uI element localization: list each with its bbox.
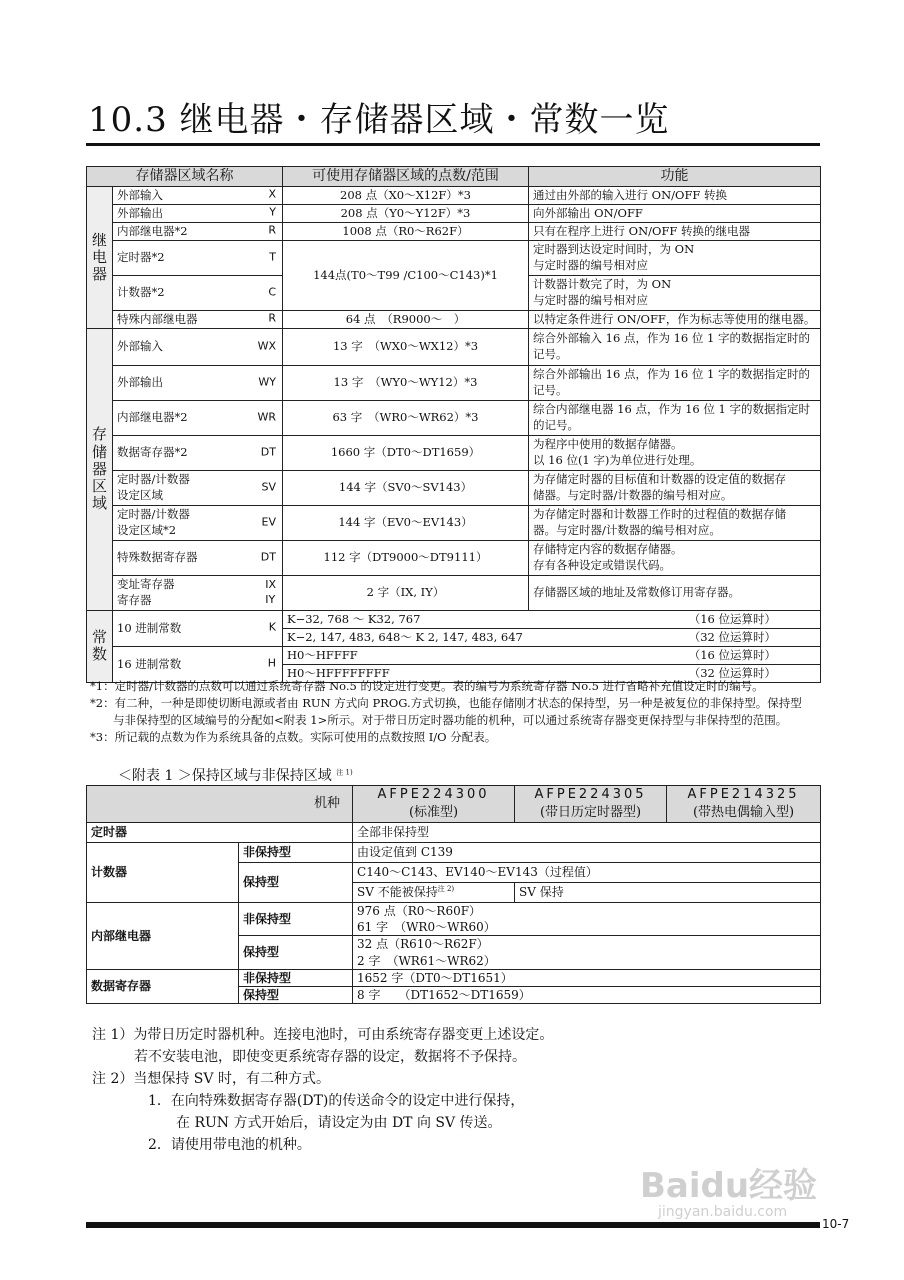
area-name-cell: [113, 365, 283, 400]
dt-non-hold-label: 非保持型: [239, 969, 353, 986]
model-code: AFPE224305: [534, 787, 647, 803]
constant-note: （16 位运算时）: [688, 647, 776, 662]
area-name: 特殊内部继电器: [117, 311, 198, 326]
note-line: 在 RUN 方式开始后，请设定为由 DT 向 SV 传送。: [92, 1115, 502, 1131]
table-row: [87, 400, 821, 435]
table-row: [87, 470, 821, 505]
function-cell: 向外部输出 ON/OFF: [529, 204, 821, 222]
watermark-url: jingyan.baidu.com: [658, 1204, 788, 1220]
function-cell: 通过由外部的输入进行 ON/OFF 转换: [529, 186, 821, 204]
counter-hold-value: C140～C143、EV140～EV143（过程值）: [353, 863, 821, 883]
area-name-cell: [113, 400, 283, 435]
area-code: R: [268, 223, 276, 237]
area-code: WR: [257, 410, 276, 424]
constant-code: H: [267, 656, 276, 670]
constant-range-cell: [283, 610, 821, 628]
counter-non-hold-value: 由设定值到 C139: [353, 843, 821, 863]
constant-row: [87, 646, 821, 664]
model-column: [515, 786, 667, 823]
range-cell: 208 点（X0～X12F）*3: [283, 186, 529, 204]
note-line: 注 1）为带日历定时器机种。连接电池时，可由系统寄存器变更上述设定。: [92, 1027, 554, 1043]
header-area-name: 存储器区域名称: [87, 167, 283, 187]
area-code: C: [268, 285, 276, 299]
area-code: R: [268, 311, 276, 325]
constant-code: K: [268, 620, 276, 634]
area-name: 内部继电器*2: [117, 410, 188, 425]
table-row: [87, 435, 821, 470]
table-row: [87, 365, 821, 400]
note-line: 注 2）当想保持 SV 时，有二种方式。: [92, 1071, 330, 1087]
area-name-cell: [113, 328, 283, 365]
value-line: 976 点（R0～R60F）: [357, 904, 482, 918]
relay-hold-label: 保持型: [239, 936, 353, 969]
area-name: 外部输入: [117, 339, 163, 354]
area-name-cell: [113, 575, 283, 610]
table-row: [87, 186, 821, 204]
area-name-cell: [113, 204, 283, 222]
relay-label: 内部继电器: [87, 903, 239, 970]
model-type: (带热电偶输入型): [692, 805, 795, 820]
function-cell: 以特定条件进行 ON/OFF，作为标志等使用的继电器。: [529, 310, 821, 328]
constant-line: [287, 648, 816, 664]
sv-held: SV 保持: [515, 883, 821, 903]
appendix-title-note: 注 1): [336, 768, 353, 777]
table-row: [87, 575, 821, 610]
memory-area-table: [86, 166, 821, 683]
range-cell: 2 字（IX, IY）: [283, 575, 529, 610]
note-line: 2．请使用带电池的机种。: [92, 1137, 311, 1153]
counter-non-hold-label: 非保持型: [239, 843, 353, 863]
constant-name: 10 进制常数: [117, 620, 182, 635]
model-type: (标准型): [408, 805, 459, 820]
range-cell: 208 点（Y0～Y12F）*3: [283, 204, 529, 222]
relay-non-hold-row: [87, 903, 821, 936]
area-name-cell: [113, 222, 283, 240]
note-line: 1．在向特殊数据寄存器(DT)的传送命令的设定中进行保持，: [92, 1093, 525, 1109]
range-cell: 144点(T0～T99 /C100～C143)*1: [283, 240, 529, 310]
value-line: 2 字 （WR61～WR62）: [357, 953, 496, 968]
function-cell: 计数器计数完了时，为 ON 与定时器的编号相对应: [529, 275, 821, 310]
constant-name-cell: [113, 610, 283, 646]
function-cell: 综合外部输入 16 点，作为 16 位 1 字的数据指定时的 记号。: [529, 328, 821, 365]
header-model-label: 机种: [87, 786, 353, 823]
baidu-watermark: [640, 1150, 840, 1230]
area-code: SV: [261, 480, 276, 494]
dt-hold-value: 8 字 （DT1652～DT1659）: [353, 986, 821, 1003]
area-name-cell: [113, 505, 283, 540]
value-line: 61 字 （WR0～WR60）: [357, 920, 496, 935]
constant-name: 16 进制常数: [117, 656, 182, 671]
table-row: [87, 240, 821, 275]
range-cell: 13 字 （WX0～WX12）*3: [283, 328, 529, 365]
sv-note: 注 2): [437, 885, 455, 894]
retention-table: [86, 785, 821, 1004]
constant-range: K−32, 768 ～ K32, 767: [287, 611, 421, 626]
function-cell: 定时器到达设定时间时，为 ON 与定时器的编号相对应: [529, 240, 821, 275]
function-cell: 综合内部继电器 16 点，作为 16 位 1 字的数据指定时 的记号。: [529, 400, 821, 435]
constant-note: （32 位运算时）: [688, 665, 776, 680]
group-label: 存 储 器 区 域: [87, 328, 113, 610]
header-function: 功能: [529, 167, 821, 187]
appendix-title-text: ＜附表 1 ＞保持区域与非保持区域: [118, 768, 332, 784]
function-cell: 综合外部输出 16 点，作为 16 位 1 字的数据指定时的 记号。: [529, 365, 821, 400]
area-name: 数据寄存器*2: [117, 445, 188, 460]
function-cell: 只有在程序上进行 ON/OFF 转换的继电器: [529, 222, 821, 240]
constant-note: （32 位运算时）: [688, 629, 776, 644]
constant-line: [287, 630, 816, 646]
note-line: 若不安装电池，即使变更系统寄存器的设定，数据将不予保持。: [92, 1049, 526, 1065]
relay-hold-value: [353, 936, 821, 969]
area-code: DT: [260, 550, 276, 564]
function-cell: 存储器区域的地址及常数修订用寄存器。: [529, 575, 821, 610]
model-type: (带日历定时器型): [539, 805, 642, 820]
table-row: [87, 540, 821, 575]
footer-divider: [86, 1222, 820, 1228]
area-name: 内部继电器*2: [117, 223, 188, 238]
model-code: AFPE214325: [687, 787, 800, 803]
constant-range: K−2, 147, 483, 648～ K 2, 147, 483, 647: [287, 629, 523, 644]
timer-label: 定时器: [87, 823, 353, 843]
appendix-notes: [92, 1024, 553, 1156]
area-name-cell: [113, 186, 283, 204]
area-code: EV: [261, 515, 276, 529]
footnote: *1：定时器/计数器的点数可以通过系统寄存器 No.5 的设定进行变更。表的编号为系统寄存器 No.5 进行省略补充值设定时的编号。: [90, 679, 764, 693]
area-name: 变址寄存器 寄存器: [117, 577, 175, 607]
counter-label: 计数器: [87, 843, 239, 903]
range-cell: 144 字（SV0～SV143）: [283, 470, 529, 505]
page-title: 10.3 继电器・存储器区域・常数一览: [88, 100, 670, 140]
title-divider: [86, 143, 820, 146]
constant-range-cell: [283, 646, 821, 664]
area-name: 定时器/计数器 设定区域: [117, 472, 190, 502]
range-cell: 112 字（DT9000～DT9111）: [283, 540, 529, 575]
dt-label: 数据寄存器: [87, 969, 239, 1003]
timer-row: [87, 823, 821, 843]
area-name: 计数器*2: [117, 285, 165, 300]
area-name-cell: [113, 310, 283, 328]
area-name: 定时器*2: [117, 250, 165, 265]
function-cell: 为存储定时器的目标值和计数器的设定值的数据存 储器。与定时器/计数器的编号相对应。: [529, 470, 821, 505]
model-column: [667, 786, 821, 823]
relay-non-hold-value: [353, 903, 821, 936]
area-name-cell: [113, 275, 283, 310]
table-row: [87, 328, 821, 365]
group-label: 常 数: [87, 610, 113, 682]
footnote: *3：所记载的点数为作为系统具备的点数。实际可使用的点数按照 I/O 分配表。: [90, 730, 497, 744]
group-label: 继 电 器: [87, 186, 113, 328]
header-range: 可使用存储器区域的点数/范围: [283, 167, 529, 187]
table-header-row: [87, 167, 821, 187]
constant-name-cell: [113, 646, 283, 682]
footnote: 与非保持型的区域编号的分配如<附表 1>所示。对于带日历定时器功能的机种，可以通过系统寄存器变更保持型与非保持型的范围。: [90, 713, 788, 727]
constant-range: H0～HFFFF: [287, 647, 358, 662]
counter-row: [87, 843, 821, 863]
area-name: 外部输入: [117, 187, 163, 202]
constant-note: （16 位运算时）: [688, 611, 776, 626]
model-column: [353, 786, 515, 823]
footnotes: [90, 678, 824, 746]
table-row: [87, 505, 821, 540]
dt-hold-label: 保持型: [239, 986, 353, 1003]
area-name-cell: [113, 435, 283, 470]
area-code: WX: [257, 339, 276, 353]
sv-not-held-text: SV 不能被保持: [357, 885, 438, 900]
function-cell: 存储特定内容的数据存储器。 存有各种设定或错误代码。: [529, 540, 821, 575]
timer-value: 全部非保持型: [353, 823, 821, 843]
range-cell: 64 点 （R9000～ ）: [283, 310, 529, 328]
value-line: 32 点（R610～R62F）: [357, 937, 489, 952]
constant-range: H0～HFFFFFFFF: [287, 665, 390, 680]
area-code: X: [268, 187, 276, 201]
watermark-brand: Baidu经验: [640, 1166, 818, 1206]
table-row: [87, 204, 821, 222]
constant-line: [287, 612, 816, 628]
table-row: [87, 310, 821, 328]
range-cell: 1660 字（DT0～DT1659）: [283, 435, 529, 470]
area-name: 外部输出: [117, 205, 163, 220]
dt-non-hold-value: 1652 字（DT0～DT1651）: [353, 969, 821, 986]
range-cell: 63 字 （WR0～WR62）*3: [283, 400, 529, 435]
page-number: 10-7: [822, 1217, 850, 1231]
function-cell: 为程序中使用的数据存储器。 以 16 位(1 字)为单位进行处理。: [529, 435, 821, 470]
appendix-title: [118, 765, 353, 785]
area-name: 外部输出: [117, 375, 163, 390]
range-cell: 144 字（EV0～EV143）: [283, 505, 529, 540]
area-code: IX IY: [265, 578, 276, 606]
table-row: [87, 222, 821, 240]
area-name-cell: [113, 540, 283, 575]
sv-not-held: [353, 883, 515, 903]
area-code: WY: [258, 375, 276, 389]
area-code: T: [269, 250, 276, 264]
area-code: Y: [269, 205, 276, 219]
area-name: 特殊数据寄存器: [117, 550, 198, 565]
area-name: 定时器/计数器 设定区域*2: [117, 507, 190, 537]
constant-range-cell: [283, 628, 821, 646]
function-cell: 为存储定时器和计数器工作时的过程值的数据存储 器。与定时器/计数器的编号相对应。: [529, 505, 821, 540]
range-cell: 1008 点（R0～R62F）: [283, 222, 529, 240]
area-name-cell: [113, 470, 283, 505]
footnote: *2：有二种，一种是即使切断电源或者由 RUN 方式向 PROG.方式切换，也能存储刚才状态的保持型，另一种是被复位的非保持型。保持型: [90, 696, 802, 710]
retention-header-row: [87, 786, 821, 823]
area-name-cell: [113, 240, 283, 275]
model-code: AFPE224300: [377, 787, 490, 803]
counter-hold-label: 保持型: [239, 863, 353, 903]
area-code: DT: [260, 445, 276, 459]
range-cell: 13 字 （WY0～WY12）*3: [283, 365, 529, 400]
constant-row: [87, 610, 821, 628]
dt-non-hold-row: [87, 969, 821, 986]
relay-non-hold-label: 非保持型: [239, 903, 353, 936]
